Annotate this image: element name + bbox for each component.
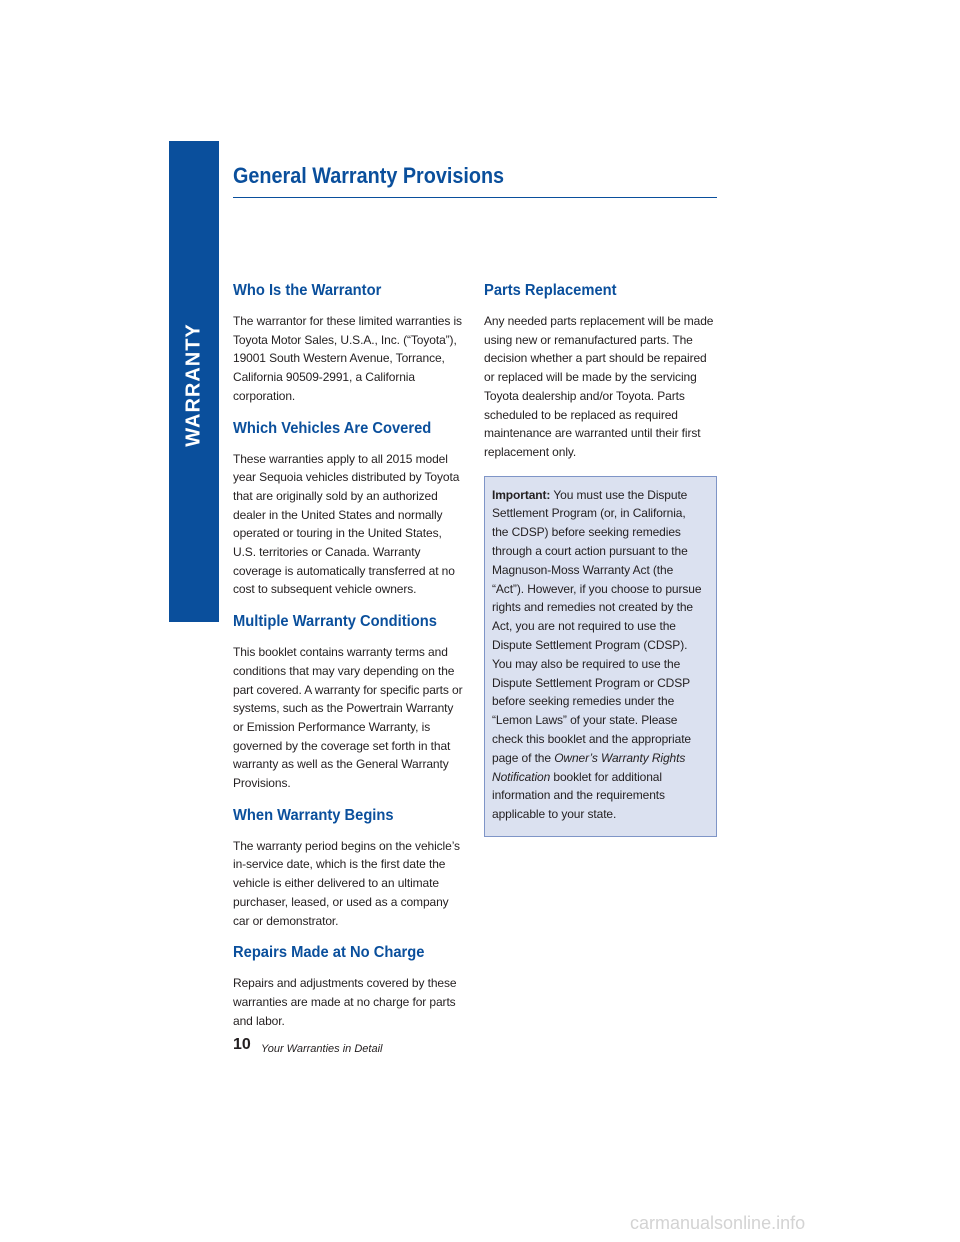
section-body-warranty-begins: The warranty period begins on the vehicle’s in-service date, which is the first date the vehicle is either delivered to an ultimate purchaser, leased, or used as a company car or demonstrator. (233, 838, 460, 928)
section-heading-no-charge: Repairs Made at No Charge (233, 944, 425, 962)
section-heading-parts-replacement: Parts Replacement (484, 282, 617, 299)
section-body-multiple-conditions: This booklet contains warranty terms and conditions that may vary depending on the part covered. A warranty for specific parts or systems, such as the Powertrain Warranty or Emission Performance Warranty, is governed by the coverage set forth in that warranty as well as the General Warranty Provisions. (233, 645, 463, 791)
section-heading-warrantor: Who Is the Warrantor (233, 282, 382, 299)
page-number: 10 (233, 1036, 251, 1053)
important-notice-box (484, 476, 717, 837)
important-text-part-1: You must use the Dispute Settlement Program (or, in California, the CDSP) before seeking remedies through a court action pursuant to the Magnuson-Moss Warranty Act (the “Act”). However, if you choose to pursue rights and remedies not created by the Act, you are not required to use the Dispute Settlement Program (CDSP). You may also be required to use the Dispute Settlement Program or CDSP before seeking remedies under the “Lemon Laws” of your state. Please check this booklet and the appropriate page of the (492, 487, 702, 765)
important-document-title: Owner’s Warranty Rights Notification (492, 750, 686, 784)
left-column (233, 282, 465, 1044)
important-label: Important: (492, 487, 551, 502)
page-title: General Warranty Provisions (233, 163, 505, 188)
section-heading-multiple-conditions: Multiple Warranty Conditions (233, 613, 437, 631)
section-body-vehicles-covered: These warranties apply to all 2015 model year Sequoia vehicles distributed by Toyota that are originally sold by an authorized dealer in the United States and normally operated or touring in the United States, U.S. territories or Canada. Warranty coverage is automatically transferred at no cost to subsequent vehicle owners. (233, 451, 460, 597)
title-divider (233, 197, 717, 198)
section-heading-vehicles-covered: Which Vehicles Are Covered (233, 419, 432, 437)
side-tab-label: WARRANTY (182, 323, 205, 447)
watermark: carmanualsonline.info (630, 1213, 806, 1233)
section-heading-warranty-begins: When Warranty Begins (233, 806, 394, 824)
right-column (484, 282, 717, 837)
footer-title: Your Warranties in Detail (261, 1043, 383, 1055)
section-body-no-charge: Repairs and adjustments covered by these warranties are made at no charge for parts and labor. (233, 976, 457, 1028)
section-body-parts-replacement: Any needed parts replacement will be made using new or remanufactured parts. The decision whether a part should be repaired or replaced will be made by the servicing Toyota dealership and/or Toyota. Parts scheduled to be replaced as required maintenance are warranted until their first replacement only. (484, 314, 714, 459)
important-notice-text (492, 486, 704, 824)
important-text-part-2: booklet for additional information and the requirements applicable to your state. (492, 769, 665, 822)
section-body-warrantor: The warrantor for these limited warranties is Toyota Motor Sales, U.S.A., Inc. (“Toyota”), 19001 South Western Avenue, Torrance, California 90509-2991, a California corporation. (233, 314, 462, 403)
